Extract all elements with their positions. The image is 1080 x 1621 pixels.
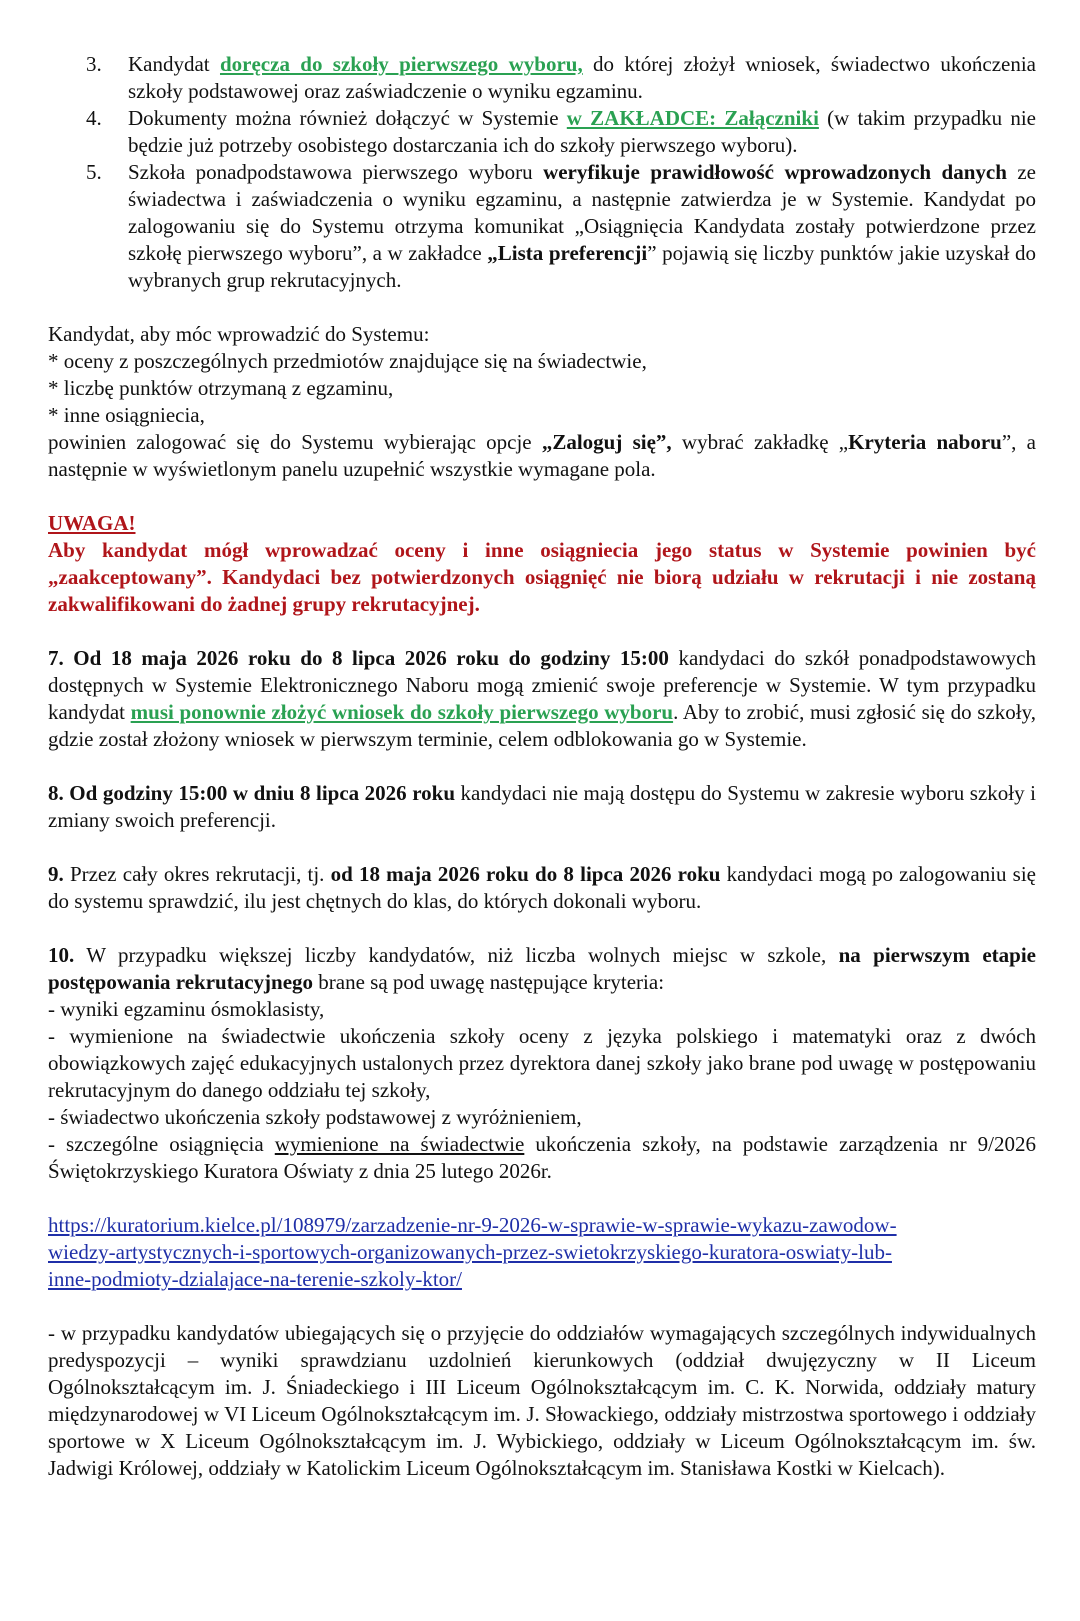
bold-text: „Zaloguj się”, bbox=[541, 430, 672, 454]
bold-text: weryfikuje prawidłowość wprowadzonych danych bbox=[543, 160, 1007, 184]
url-line: inne-podmioty-dzialajace-na-terenie-szkoly-ktor/ bbox=[48, 1267, 462, 1291]
text: Dokumenty można również dołączyć w Systemie bbox=[128, 106, 567, 130]
bold-text: 9. bbox=[48, 862, 64, 886]
numbered-steps-list bbox=[48, 51, 1036, 294]
spacer bbox=[48, 294, 1036, 321]
text: ” pojawią się liczby punktów jakie uzyskał do wybranych grup rekrutacyjnych. bbox=[128, 241, 1036, 292]
bold-text: na pierwszym etapie postępowania rekrutacyjnego bbox=[48, 943, 1036, 994]
criterion-item: - świadectwo ukończenia szkoły podstawowej z wyróżnieniem, bbox=[48, 1105, 582, 1129]
bold-text: 8. Od godziny 15:00 w dniu 8 lipca 2026 roku bbox=[48, 781, 456, 805]
text: kandydaci mogą po zalogowaniu się do systemu sprawdzić, ilu jest chętnych do klas, do których dokonali wyboru. bbox=[48, 862, 1037, 913]
spacer bbox=[48, 834, 1036, 861]
bold-text: „Lista preferencji bbox=[487, 241, 648, 265]
spacer bbox=[48, 753, 1036, 780]
input-instructions bbox=[48, 321, 1036, 483]
point-10 bbox=[48, 942, 1036, 1185]
resubmit-application-link[interactable]: musi ponownie złożyć wniosek do szkoły pierwszego wyboru bbox=[130, 700, 674, 724]
spacer bbox=[48, 1293, 1036, 1320]
text: powinien zalogować się do Systemu wybierając opcje bbox=[48, 430, 542, 454]
special-classes-criterion: - w przypadku kandydatów ubiegających się o przyjęcie do oddziałów wymagających szczególnych indywidualnych predyspozycji – wyniki sprawdzianu uzdolnień kierunkowych (oddział dwujęzyczny w II Liceum Ogólnokształcącym im. J. Śniadeckiego i III Liceum Ogólnokształcącym im. C. K. Norwida, oddziały matury międzynarodowej w VI Liceum Ogólnokształcącym im. J. Słowackiego, oddziały mistrzostwa sportowego i oddziały sportowe w X Liceum Ogólnokształcącym im. J. Wybickiego, oddziały w Liceum Ogólnokształcącym im. św. Jadwigi Królowej, oddziały w Katolickim Liceum Ogólnokształcącym im. Stanisława Kostki w Kielcach). bbox=[48, 1321, 1036, 1480]
list-item-4 bbox=[48, 105, 1036, 159]
criterion-item: - wyniki egzaminu ósmoklasisty, bbox=[48, 997, 325, 1021]
bold-text: 10. bbox=[48, 943, 75, 967]
spacer bbox=[48, 483, 1036, 510]
point-7 bbox=[48, 645, 1036, 753]
text: . Aby to zrobić, musi zgłosić się do szkoły, gdzie został złożony wniosek w pierwszym terminie, celem odblokowania go w Systemie. bbox=[48, 700, 1036, 751]
text: kandydaci do szkół ponadpodstawowych dostępnych w Systemie Elektronicznego Naboru mogą zmienić swoje preferencje w Systemie. W tym przypadku kandydat bbox=[48, 646, 1036, 724]
point-9 bbox=[48, 861, 1036, 915]
text: Szkoła ponadpodstawowa pierwszego wyboru bbox=[128, 160, 544, 184]
intro-text: Kandydat, aby móc wprowadzić do Systemu: bbox=[48, 322, 430, 346]
text: do której złożył wniosek, świadectwo ukończenia szkoły podstawowej oraz zaświadczenie o wyniku egzaminu. bbox=[128, 52, 1036, 103]
url-line: https://kuratorium.kielce.pl/108979/zarzadzenie-nr-9-2026-w-sprawie-w-sprawie-wykazu-zawodow- bbox=[48, 1213, 897, 1237]
warning-text: Aby kandydat mógł wprowadzać oceny i inne osiągniecia jego status w Systemie powinien być „zaakceptowany”. Kandydaci bez potwierdzonych osiągnięć nie biorą udziału w rekrutacji i nie zostaną zakwalifikowani do żadnej grupy rekrutacyjnej. bbox=[48, 538, 1036, 616]
underlined-text: wymienione na świadectwie bbox=[274, 1132, 525, 1156]
point-8 bbox=[48, 780, 1036, 834]
spacer bbox=[48, 618, 1036, 645]
deliver-to-first-choice-school-link[interactable]: doręcza do szkoły pierwszego wyboru, bbox=[219, 52, 583, 76]
url-line: wiedzy-artystycznych-i-sportowych-organizowanych-przez-swietokrzyskiego-kuratora-oswiaty-lub- bbox=[48, 1240, 892, 1264]
list-number: 4. bbox=[86, 106, 102, 130]
spacer bbox=[48, 1185, 1036, 1212]
text: (w takim przypadku nie będzie już potrzeby osobistego dostarczania ich do szkoły pierwszego wyboru). bbox=[128, 106, 1037, 157]
text: ”, a następnie w wyświetlonym panelu uzupełnić wszystkie wymagane pola. bbox=[48, 430, 1036, 481]
bullet-item: * oceny z poszczególnych przedmiotów znajdujące się na świadectwie, bbox=[48, 349, 647, 373]
list-number: 5. bbox=[86, 160, 102, 184]
warning-block bbox=[48, 510, 1036, 618]
text: ukończenia szkoły, na podstawie zarządzenia nr 9/2026 Świętokrzyskiego Kuratora Oświaty z dnia 25 lutego 2026r. bbox=[48, 1132, 1036, 1183]
kuratorium-regulation-url-link[interactable] bbox=[48, 1212, 1036, 1293]
attachments-tab-link[interactable]: w ZAKŁADCE: Załączniki bbox=[566, 106, 819, 130]
text: Kandydat bbox=[128, 52, 220, 76]
text: kandydaci nie mają dostępu do Systemu w zakresie wyboru szkoły i zmiany swoich preferencji. bbox=[48, 781, 1037, 832]
text: wybrać zakładkę „ bbox=[671, 430, 849, 454]
criterion-item: - wymienione na świadectwie ukończenia szkoły oceny z języka polskiego i matematyki oraz z dwóch obowiązkowych zajęć edukacyjnych ustalonych przez dyrektora danej szkoły jako brane pod uwagę w postępowaniu rekrutacyjnym do danego oddziału tej szkoły, bbox=[48, 1024, 1036, 1102]
text: W przypadku większej liczby kandydatów, niż liczba wolnych miejsc w szkole, bbox=[74, 943, 839, 967]
warning-title: UWAGA! bbox=[48, 511, 136, 535]
bold-text: 7. Od 18 maja 2026 roku do 8 lipca 2026 roku do godziny 15:00 bbox=[48, 646, 669, 670]
bullet-item: * inne osiągniecia, bbox=[48, 403, 205, 427]
text: Przez cały okres rekrutacji, tj. bbox=[63, 862, 331, 886]
criterion-item bbox=[48, 1131, 1036, 1185]
bullet-item: * liczbę punktów otrzymaną z egzaminu, bbox=[48, 376, 394, 400]
text: - szczególne osiągnięcia bbox=[48, 1132, 275, 1156]
text: ze świadectwa i zaświadczenia o wyniku egzaminu, a następnie zatwierdza je w Systemie. Kandydat po zalogowaniu się do Systemu otrzyma komunikat „Osiągnięcia Kandydata zostały potwierdzone przez szkołę pierwszego wyboru”, a w zakładce bbox=[128, 160, 1036, 265]
bold-text: Kryteria naboru bbox=[848, 430, 1002, 454]
text: brane są pod uwagę następujące kryteria: bbox=[313, 970, 665, 994]
bold-text: od 18 maja 2026 roku do 8 lipca 2026 roku bbox=[330, 862, 721, 886]
list-item-5 bbox=[48, 159, 1036, 294]
list-number: 3. bbox=[86, 52, 102, 76]
spacer bbox=[48, 915, 1036, 942]
list-item-3 bbox=[48, 51, 1036, 105]
